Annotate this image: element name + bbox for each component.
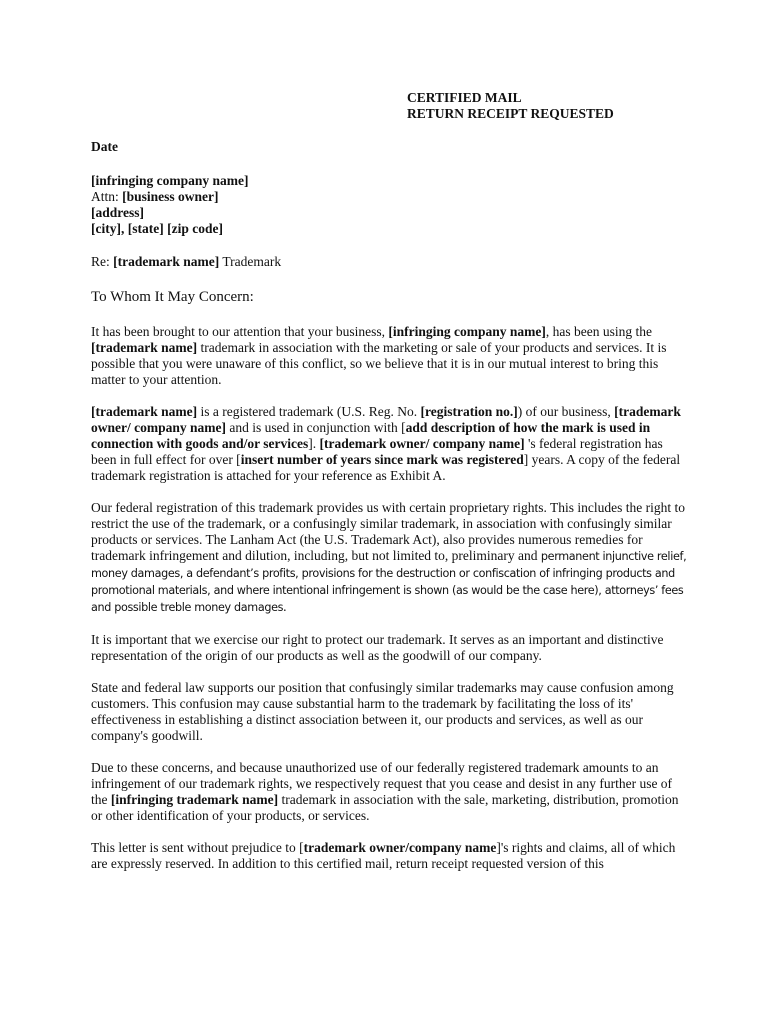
paragraph-proprietary-rights: Our federal registration of this trademark provides us with certain proprietary rights. This includes the right to restrict the use of the trademark, or a confusingly similar trademark, in association with confusingly similar products or services. The Lanham Act (the U.S. Trademark Act), also provides numerous remedies for trademark infringement and dilution, including, but not limited to, preliminary and permanent injunctive relief, money damages, a defendant’s profits, provisions for the destruction or confiscation of infringing products and promotional materials, and where intentional infringement is shown (as would be the case here), attorneys’ fees and possible treble money damages. — [91, 500, 687, 614]
certified-mail-line: CERTIFIED MAIL — [407, 90, 522, 105]
mail-header — [407, 90, 614, 122]
letter-body — [91, 139, 691, 888]
subject-line: Re: [trademark name] Trademark — [91, 254, 282, 269]
paragraph-attention: It has been brought to our attention that your business, [infringing company name], has been using the [trademark name] trademark in association with the marketing or sale of your products and services. It is possible that you were unaware of this conflict, so we believe that it is in our mutual interest to bring this matter to your attention. — [91, 324, 667, 387]
subject-trademark-name: [trademark name] — [113, 254, 220, 269]
recipient-company: [infringing company name] — [91, 173, 249, 188]
recipient-city-state-zip: [city], [state] [zip code] — [91, 221, 223, 236]
recipient-address-block — [91, 173, 691, 237]
recipient-attn-line: Attn: [business owner] — [91, 189, 219, 204]
recipient-owner: [business owner] — [122, 189, 219, 204]
paragraph-registration: [trademark name] is a registered trademark (U.S. Reg. No. [registration no.]) of our business, [trademark owner/ company name] and is used in conjunction with [add description of how the mark is used in connection with goods and/or services]. [trademark owner/ company name] 's federal registration has been in full effect for over [insert number of years since mark was registered] years. A copy of the federal trademark registration is attached for your reference as Exhibit A. — [91, 404, 681, 483]
return-receipt-line: RETURN RECEIPT REQUESTED — [407, 106, 614, 121]
date-line: Date — [91, 139, 118, 154]
paragraph-without-prejudice: This letter is sent without prejudice to [trademark owner/company name]'s rights and claims, all of which are expressly reserved. In addition to this certified mail, return receipt requested version of this — [91, 840, 676, 871]
paragraph-confusion: State and federal law supports our position that confusingly similar trademarks may cause confusion among customers. This confusion may cause substantial harm to the trademark by facilitating the loss of its' effectiveness in establishing a distinct association between it, our products and services, as well as our company's goodwill. — [91, 680, 674, 743]
paragraph-cease-desist: Due to these concerns, and because unauthorized use of our federally registered trademark amounts to an infringement of our trademark rights, we respectively request that you cease and desist in any further use of the [infringing trademark name] trademark in association with the sale, marketing, distribution, promotion or other identification of your products, or services. — [91, 760, 679, 823]
salutation: To Whom It May Concern: — [91, 289, 254, 305]
recipient-address: [address] — [91, 205, 145, 220]
paragraph-protect-trademark: It is important that we exercise our right to protect our trademark. It serves as an important and distinctive representation of the origin of our products as well as the goodwill of our company. — [91, 632, 664, 663]
